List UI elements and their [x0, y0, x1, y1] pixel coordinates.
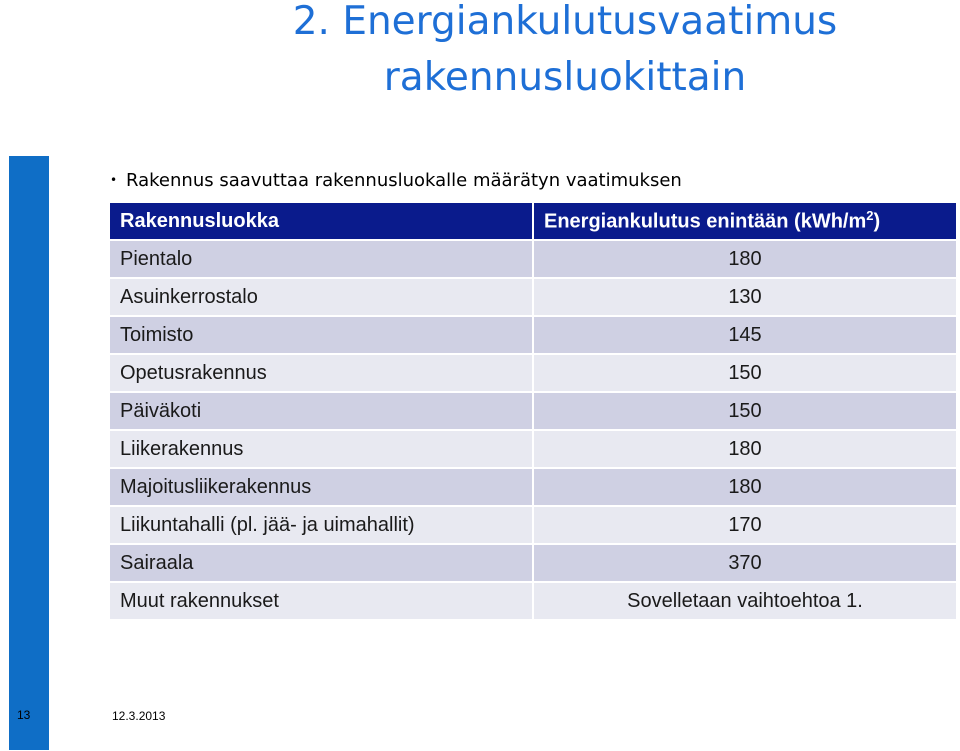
table-row — [110, 240, 957, 278]
row-value: 145 — [533, 316, 957, 354]
sidebar-accent-bar — [9, 156, 49, 750]
row-category: Toimisto — [110, 316, 533, 354]
row-category: Liikuntahalli (pl. jää- ja uimahallit) — [110, 506, 533, 544]
row-category: Opetusrakennus — [110, 354, 533, 392]
row-value: 180 — [533, 430, 957, 468]
row-value: 150 — [533, 354, 957, 392]
header-energy-sup: 2 — [866, 208, 874, 224]
page-title — [200, 0, 930, 106]
table-row — [110, 392, 957, 430]
row-category: Pientalo — [110, 240, 533, 278]
title-line-2: rakennusluokittain — [383, 55, 747, 100]
title-line-1: 2. Energiankulutusvaatimus — [292, 0, 838, 44]
row-category: Muut rakennukset — [110, 582, 533, 619]
row-value: Sovelletaan vaihtoehtoa 1. — [533, 582, 957, 619]
slide-number: 13 — [17, 708, 31, 722]
row-category: Liikerakennus — [110, 430, 533, 468]
row-category: Majoitusliikerakennus — [110, 468, 533, 506]
row-category: Asuinkerrostalo — [110, 278, 533, 316]
table-row — [110, 468, 957, 506]
bullet-dot-icon: • — [110, 173, 118, 187]
table-row — [110, 354, 957, 392]
bullet-text: Rakennus saavuttaa rakennusluokalle määrätyn vaatimuksen — [126, 170, 682, 191]
table-row — [110, 278, 957, 316]
header-energy-end: ) — [873, 210, 881, 233]
header-energy — [533, 203, 957, 240]
row-category: Sairaala — [110, 544, 533, 582]
row-value: 370 — [533, 544, 957, 582]
table-header-row — [110, 203, 957, 240]
row-value: 180 — [533, 240, 957, 278]
slide-date: 12.3.2013 — [112, 709, 166, 723]
table-row — [110, 544, 957, 582]
row-value: 130 — [533, 278, 957, 316]
table-row — [110, 582, 957, 619]
header-energy-text: Energiankulutus enintään (kWh/m — [544, 210, 867, 233]
row-value: 170 — [533, 506, 957, 544]
header-category: Rakennusluokka — [110, 203, 533, 240]
table-row — [110, 430, 957, 468]
row-value: 180 — [533, 468, 957, 506]
row-category: Päiväkoti — [110, 392, 533, 430]
energy-requirements-table — [110, 203, 958, 619]
table-row — [110, 316, 957, 354]
table-row — [110, 506, 957, 544]
bullet-item — [110, 170, 682, 191]
row-value: 150 — [533, 392, 957, 430]
